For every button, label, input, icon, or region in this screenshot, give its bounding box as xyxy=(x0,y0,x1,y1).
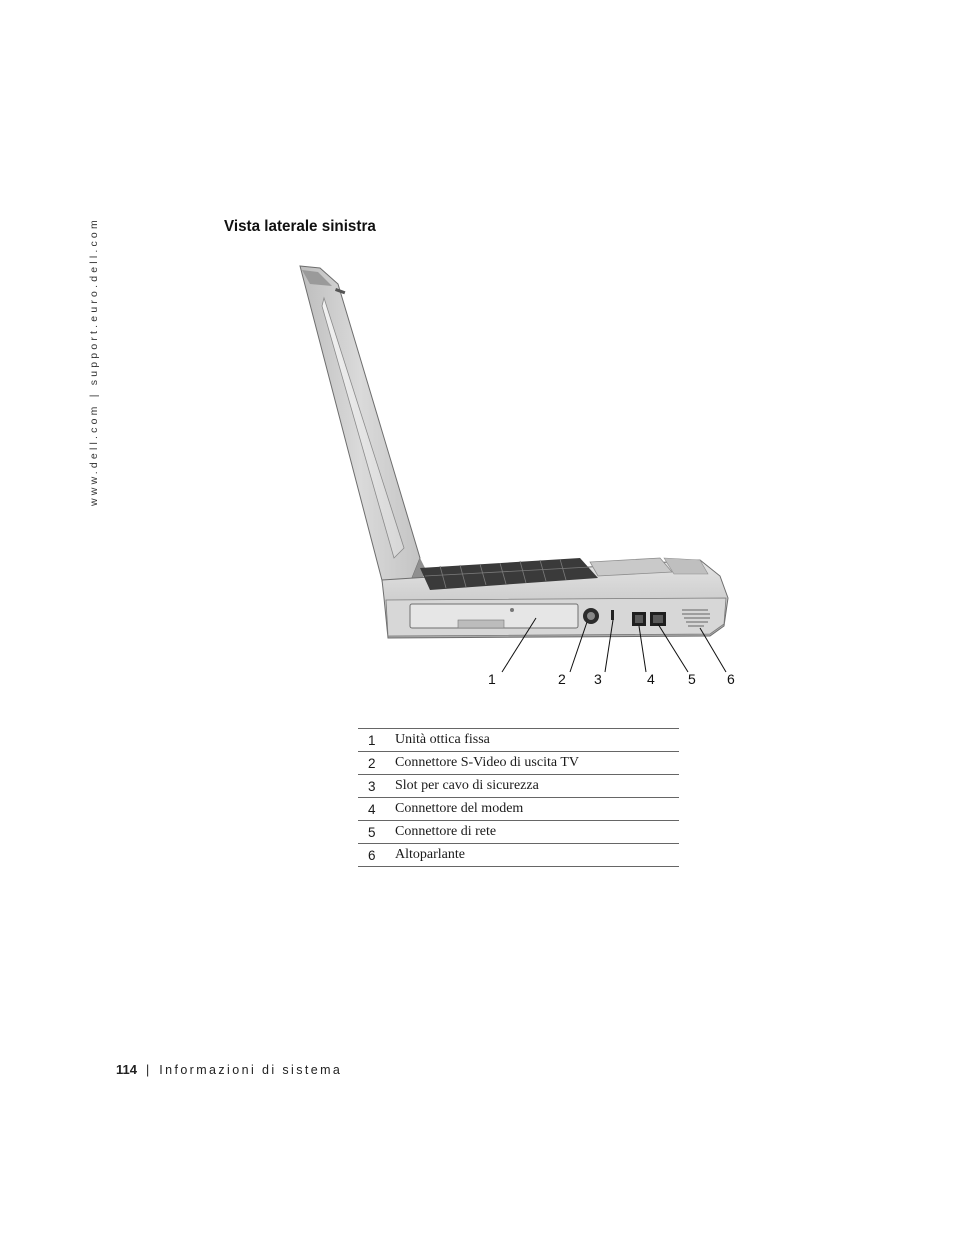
legend-number: 6 xyxy=(358,844,395,867)
section-title: Vista laterale sinistra xyxy=(224,218,376,235)
callout-number: 1 xyxy=(488,671,496,687)
laptop-left-side-figure xyxy=(280,258,760,698)
legend-label: Connettore di rete xyxy=(395,821,679,844)
callout-number: 2 xyxy=(558,671,566,687)
legend-number: 1 xyxy=(358,729,395,752)
legend-number: 4 xyxy=(358,798,395,821)
table-row xyxy=(358,729,679,752)
legend-number: 3 xyxy=(358,775,395,798)
legend-label: Unità ottica fissa xyxy=(395,729,679,752)
legend-label: Slot per cavo di sicurezza xyxy=(395,775,679,798)
legend-label: Altoparlante xyxy=(395,844,679,867)
table-row xyxy=(358,821,679,844)
table-row xyxy=(358,775,679,798)
table-row xyxy=(358,844,679,867)
callout-number: 3 xyxy=(594,671,602,687)
legend-label: Connettore S-Video di uscita TV xyxy=(395,752,679,775)
laptop-base xyxy=(382,558,728,638)
table-row xyxy=(358,752,679,775)
callout-number: 5 xyxy=(688,671,696,687)
callout-number: 6 xyxy=(727,671,735,687)
footer-section-name: Informazioni di sistema xyxy=(159,1063,343,1077)
legend-number: 2 xyxy=(358,752,395,775)
footer-separator: | xyxy=(145,1063,150,1077)
page-footer xyxy=(116,1062,342,1077)
legend-table xyxy=(358,728,679,867)
legend-number: 5 xyxy=(358,821,395,844)
table-row xyxy=(358,798,679,821)
laptop-lid xyxy=(300,266,426,600)
page-number: 114 xyxy=(116,1062,137,1077)
legend-label: Connettore del modem xyxy=(395,798,679,821)
callout-number: 4 xyxy=(647,671,655,687)
side-url-text: www.dell.com | support.euro.dell.com xyxy=(88,217,100,507)
